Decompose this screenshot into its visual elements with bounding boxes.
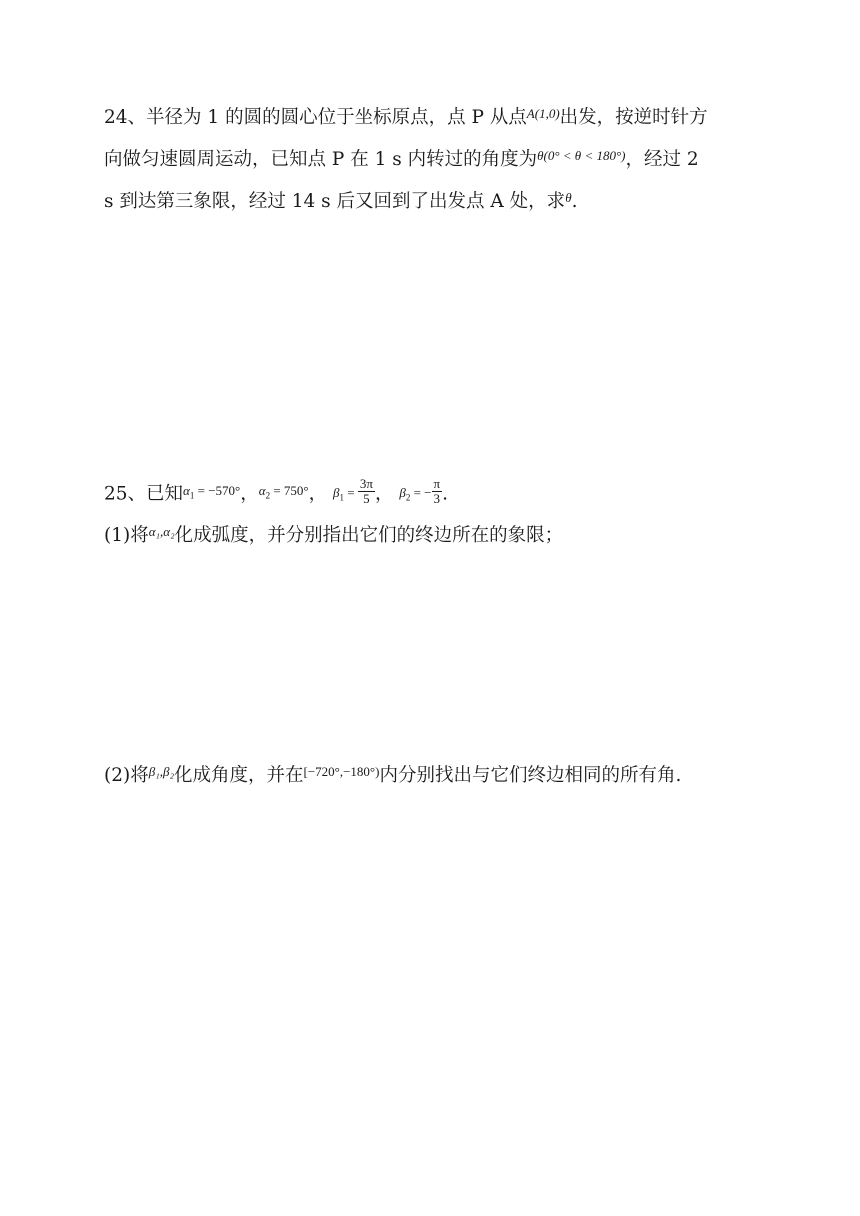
q24-text: ，经过 2 — [625, 149, 699, 170]
q24-line-2 — [104, 146, 699, 175]
part2-text: 化成角度，并在 — [173, 765, 304, 786]
point-a-math: A(1,0) — [526, 106, 560, 121]
beta2-numerator: π — [433, 476, 441, 491]
alpha1-symbol: α — [183, 482, 190, 498]
theta-math: θ — [565, 190, 572, 205]
period: . — [442, 483, 448, 505]
theta-range-math: θ(0° < θ < 180°) — [537, 148, 626, 163]
part2-label: (2)将 — [104, 765, 149, 786]
beta1-numerator: 3π — [359, 476, 373, 491]
q24-line-1 — [104, 104, 708, 133]
beta2-symbol: β — [399, 484, 406, 500]
q24-text: 向做匀速圆周运动，已知点 P 在 1 s 内转过的角度为 — [104, 149, 538, 170]
part2-interval: [−720°,−180°) — [303, 764, 380, 779]
beta1-symbol: β — [333, 484, 340, 500]
separator: ， — [374, 483, 394, 505]
part2-text-end: 内分别找出与它们终边相同的所有角. — [379, 765, 682, 786]
q24-text: s 到达第三象限，经过 14 s 后又回到了出发点 A 处，求 — [104, 191, 566, 212]
q25-part-1 — [104, 522, 563, 551]
alpha2-symbol: α — [258, 482, 266, 498]
beta1-denominator: 5 — [363, 491, 370, 506]
beta2-eq: = − — [410, 484, 432, 500]
beta2-denominator: 3 — [433, 491, 441, 506]
q24-text: 出发，按逆时针方 — [559, 107, 708, 128]
q25-part-2 — [104, 762, 681, 791]
q24-line-3 — [104, 188, 577, 217]
alpha2-value: = 750° — [270, 482, 309, 498]
separator: ， — [240, 483, 259, 505]
q25-intro: 25、已知 — [104, 483, 184, 505]
part1-text: 化成弧度，并分别指出它们的终边所在的象限； — [174, 525, 564, 546]
beta1-eq: = — [344, 484, 358, 500]
beta1-fraction — [358, 477, 375, 506]
q24-text: 24、半径为 1 的圆的圆心位于坐标原点，点 P 从点 — [104, 107, 527, 128]
q24-text: . — [571, 191, 578, 212]
alpha1-value: = −570° — [194, 482, 241, 498]
part1-vars: α₁,α₂ — [148, 524, 175, 539]
part1-label: (1)将 — [104, 525, 149, 546]
q25-line-1: 25、已知$^{\alpha_1}$ $^{= -570^\circ}$，$^{\alpha_2}$ $^{= 750^\circ}$， $\beta_1$ = $\frac{3\pi}{5}$ ， $\beta_2$ = − $\frac{\pi}{3}$ . — [104, 476, 448, 506]
separator: ， — [308, 483, 328, 505]
part2-vars: β₁,β₂ — [148, 764, 174, 779]
beta2-fraction — [432, 477, 443, 506]
